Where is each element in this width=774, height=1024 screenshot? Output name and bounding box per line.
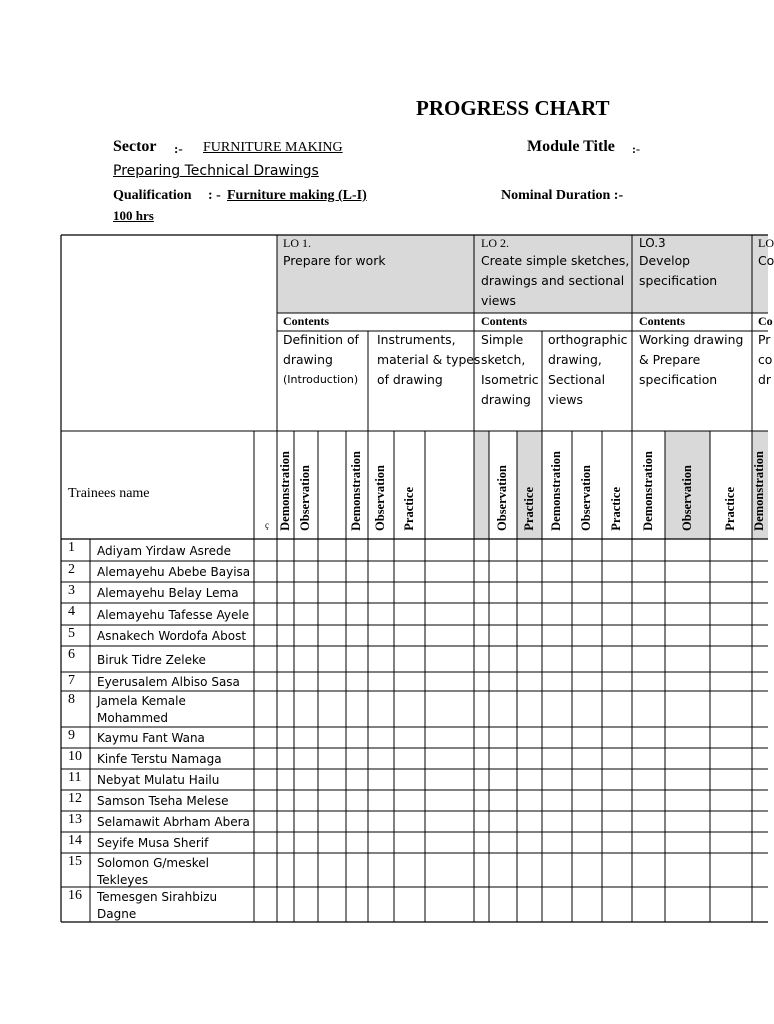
method-header-practice: Practice	[401, 487, 416, 531]
trainee-number: 10	[68, 749, 82, 764]
trainee-number: 7	[68, 673, 75, 688]
content-line: Instruments,	[377, 332, 456, 347]
content-cell-6	[758, 330, 772, 390]
content-line: sketch,	[481, 352, 526, 367]
content-line: drawing,	[548, 352, 602, 367]
lo-header-3	[639, 236, 717, 291]
trainee-number: 4	[68, 604, 75, 619]
content-line: of drawing	[377, 372, 443, 387]
trainee-name-line: Solomon G/meskel	[97, 856, 209, 870]
content-line: Isometric	[481, 372, 539, 387]
trainee-number: 5	[68, 626, 75, 641]
content-line: Sectional	[548, 372, 606, 387]
page-title: PROGRESS CHART	[416, 96, 610, 120]
trainees-name-header: Trainees name	[68, 486, 150, 501]
lo-title-line: Prepare for work	[283, 253, 386, 268]
method-header-demonstration: Demonstration	[640, 451, 655, 531]
trainee-name	[97, 693, 186, 727]
method-shade	[474, 431, 489, 539]
content-line: co	[758, 352, 773, 367]
lo-code: LO 1.	[283, 236, 311, 250]
trainee-number: 1	[68, 540, 75, 555]
lo-header-1	[283, 236, 386, 271]
trainee-name	[97, 889, 217, 923]
trainee-number: 3	[68, 583, 75, 598]
trainee-name-line: Alemayehu Belay Lema	[97, 586, 239, 600]
method-header-observation: Observation	[298, 465, 312, 531]
trainee-name	[97, 543, 231, 560]
trainee-name-line: Asnakech Wordofa Abost	[97, 629, 247, 643]
trainee-name-line: Jamela Kemale	[97, 694, 186, 708]
trainee-name	[97, 814, 250, 831]
trainee-name-line: Dagne	[97, 907, 137, 921]
trainee-name-line: Eyerusalem Albiso Sasa	[97, 675, 240, 689]
content-cell-1	[283, 330, 359, 390]
trainee-name	[97, 835, 208, 852]
content-line: views	[548, 392, 583, 407]
trainee-number: 9	[68, 728, 75, 743]
module-title-separator: :-	[632, 142, 640, 156]
lo-header-4	[758, 236, 774, 271]
method-header-observation: Observation	[579, 465, 593, 531]
stray-mark: ç	[265, 520, 269, 530]
content-line: (Introduction)	[283, 373, 359, 386]
content-cell-3	[481, 330, 539, 410]
content-line: drawing	[481, 392, 531, 407]
trainee-number: 6	[68, 647, 75, 662]
contents-label: Co	[758, 314, 773, 328]
trainee-name-line: Temesgen Sirahbizu	[97, 890, 218, 904]
trainee-name	[97, 674, 240, 691]
lo-title-line: drawings and sectional	[481, 273, 625, 288]
nominal-duration-value: 100 hrs	[113, 208, 154, 223]
trainee-name-line: Kaymu Fant Wana	[97, 731, 205, 745]
method-header-demonstration: Demonstration	[549, 451, 563, 531]
method-header-demonstration: Demonstration	[349, 451, 363, 531]
module-title-label: Module Title	[527, 138, 615, 155]
trainee-name	[97, 628, 246, 645]
trainee-name-line: Adiyam Yirdaw Asrede	[97, 543, 231, 558]
method-header-practice: Practice	[723, 487, 737, 531]
trainee-number: 8	[68, 692, 75, 707]
nominal-duration-label: Nominal Duration :-	[501, 188, 624, 203]
trainee-name-line: Mohammed	[97, 711, 169, 725]
module-title-value: Preparing Technical Drawings	[113, 163, 319, 179]
trainee-number: 12	[68, 791, 82, 806]
qualification-label: Qualification	[113, 188, 192, 203]
lo-header-2	[481, 236, 629, 311]
sector-label: Sector	[113, 138, 157, 155]
lo-code: LO	[758, 236, 774, 250]
trainee-number: 13	[68, 812, 82, 827]
content-line: drawing	[283, 352, 333, 367]
content-line: Pr	[758, 332, 771, 347]
trainee-name-line: Alemayehu Abebe Bayisa	[97, 565, 251, 579]
content-line: specification	[639, 372, 718, 387]
sector-separator: :-	[174, 141, 183, 156]
trainee-name-line: Kinfe Terstu Namaga	[97, 752, 222, 766]
method-header-demonstration: Demonstration	[752, 451, 766, 531]
content-cell-5	[639, 330, 743, 390]
trainee-name	[97, 607, 249, 624]
trainee-name-line: Alemayehu Tafesse Ayele	[97, 607, 250, 622]
trainee-name	[97, 751, 222, 768]
trainee-name	[97, 772, 219, 789]
trainee-name-line: Nebyat Mulatu Hailu	[97, 773, 220, 787]
trainee-name-line: Seyife Musa Sherif	[97, 836, 209, 850]
contents-label: Contents	[283, 314, 330, 328]
method-header-demonstration: Demonstration	[277, 451, 292, 531]
trainee-name-line: Biruk Tidre Zeleke	[97, 652, 206, 667]
trainee-name	[97, 652, 206, 669]
contents-label: Contents	[639, 314, 686, 328]
content-line: & Prepare	[639, 352, 701, 367]
content-line: Working drawing	[639, 332, 744, 347]
method-header-observation: Observation	[373, 465, 387, 531]
trainee-number: 16	[68, 888, 82, 903]
trainee-number: 11	[68, 770, 82, 785]
sector-value: FURNITURE MAKING	[203, 140, 343, 155]
trainee-name	[97, 564, 250, 581]
method-header-practice: Practice	[521, 487, 536, 531]
trainee-name-line: Samson Tseha Melese	[97, 794, 229, 808]
content-line: dr	[758, 372, 771, 387]
content-line: Definition of	[283, 332, 359, 347]
qualification-value: Furniture making (L-I)	[227, 188, 367, 203]
lo-title-line: specification	[639, 273, 718, 288]
method-header-practice: Practice	[609, 487, 623, 531]
content-line: Simple	[481, 332, 524, 347]
trainee-number: 15	[68, 854, 82, 869]
lo-title-line: Create simple sketches,	[481, 253, 630, 268]
content-line: orthographic	[548, 332, 628, 347]
content-cell-4	[548, 330, 628, 410]
method-header-observation: Observation	[679, 465, 694, 531]
lo-title-line: Develop	[639, 253, 691, 268]
trainee-name	[97, 730, 205, 747]
lo-code: LO.3	[639, 236, 666, 250]
trainee-name	[97, 855, 209, 889]
trainee-number: 14	[68, 833, 82, 848]
lo-title-line: views	[481, 293, 516, 308]
trainee-name	[97, 585, 239, 602]
lo-title-line: Co	[758, 253, 774, 268]
method-header-observation: Observation	[495, 465, 509, 531]
trainee-name-line: Selamawit Abrham Abera	[97, 815, 250, 829]
trainee-name-line: Tekleyes	[97, 873, 149, 887]
trainee-number: 2	[68, 562, 75, 577]
content-line: material & types	[377, 352, 481, 367]
content-cell-2	[377, 330, 480, 390]
qualification-separator: : -	[208, 188, 221, 203]
trainee-name	[97, 793, 229, 810]
contents-label: Contents	[481, 314, 528, 328]
lo-code: LO 2.	[481, 236, 509, 250]
